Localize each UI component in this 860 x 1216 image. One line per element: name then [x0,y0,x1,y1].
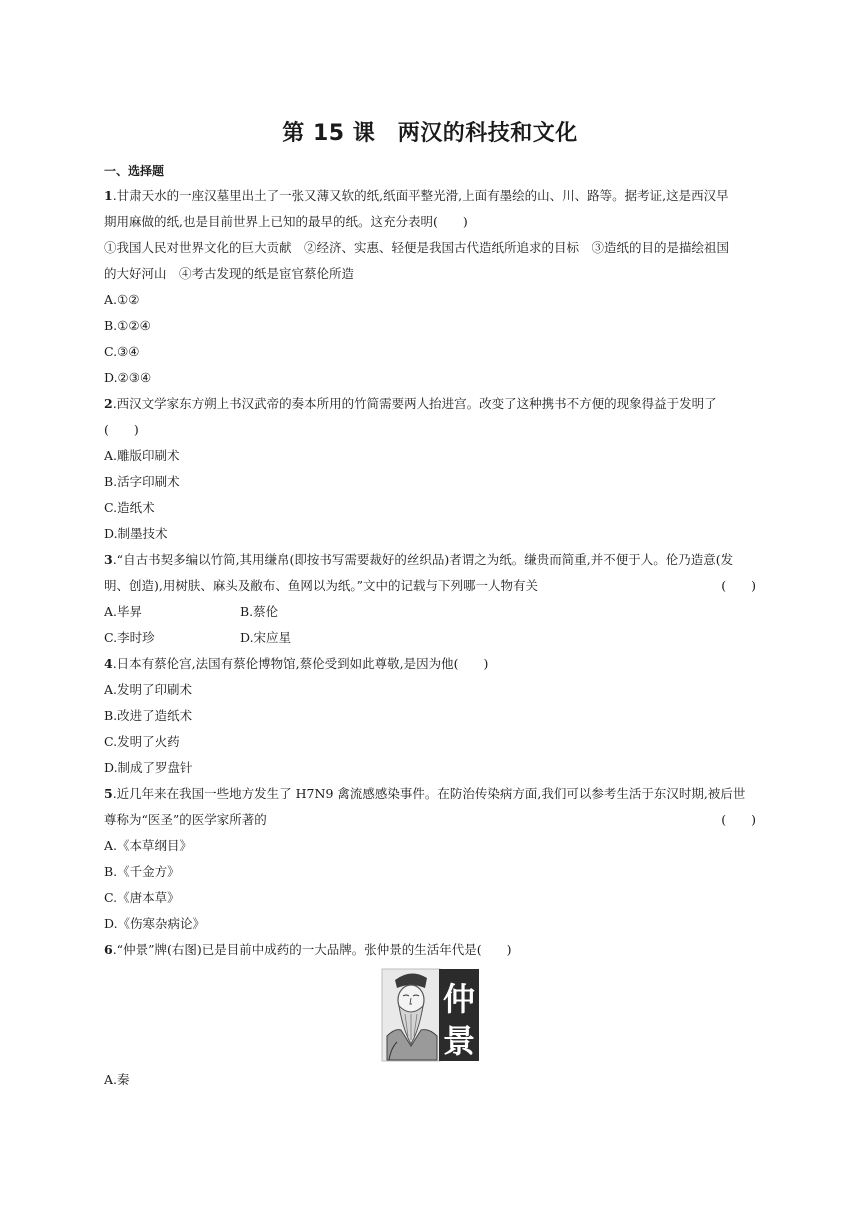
question-1-line-2: 期用麻做的纸,也是目前世界上已知的最早的纸。这充分表明( ) [104,214,468,229]
question-6-line-1: 6.“仲景”牌(右图)已是目前中成药的一大品牌。张仲景的生活年代是( ) [104,942,512,957]
question-number: 1 [104,188,113,203]
question-3-line-1: 3.“自古书契多编以竹简,其用缣帛(即按书写需要裁好的丝织品)者谓之为纸。缣贵而简重,并不便于人。伦乃造意(发 [104,552,734,567]
question-1-line-1: 1.甘肃天水的一座汉墓里出土了一张又薄又软的纸,纸面平整光滑,上面有墨绘的山、川、路等。据考证,这是西汉早 [104,188,729,203]
question-number: 4 [104,656,113,671]
question-2-option-a: A.雕版印刷术 [104,448,180,463]
question-1-statements-1: ①我国人民对世界文化的巨大贡献 ②经济、实惠、轻便是我国古代造纸所追求的目标 ③造纸的目的是描绘祖国 [104,240,730,255]
question-5-bracket: ( ) [721,812,756,827]
question-3-option-b: B.蔡伦 [240,604,279,619]
question-number: 5 [104,786,113,801]
question-4-option-a: A.发明了印刷术 [104,682,193,697]
question-1-option-c: C.③④ [104,344,140,359]
logo-char-zhong: 仲 [442,980,476,1018]
question-3-option-d: D.宋应星 [240,630,292,645]
question-2-bracket: ( ) [104,422,139,437]
question-5-option-b: B.《千金方》 [104,864,180,879]
zhongjing-brand-logo [381,966,481,1064]
question-1-option-a: A.①② [104,292,140,307]
question-2-option-c: C.造纸术 [104,500,155,515]
question-4-option-c: C.发明了火药 [104,734,180,749]
question-4-option-b: B.改进了造纸术 [104,708,193,723]
question-5-line-1: 5.近几年来在我国一些地方发生了 H7N9 禽流感感染事件。在防治传染病方面,我们可以参考生活于东汉时期,被后世 [104,786,746,801]
question-5-option-d: D.《伤寒杂病论》 [104,916,206,931]
question-1-statements-2: 的大好河山 ④考古发现的纸是宦官蔡伦所造 [104,266,355,281]
question-3-option-c: C.李时珍 [104,630,155,645]
question-3-bracket: ( ) [721,578,756,593]
question-4-option-d: D.制成了罗盘针 [104,760,193,775]
section-heading: 一、选择题 [104,164,165,178]
logo-char-jing: 景 [442,1022,476,1060]
question-2-option-d: D.制墨技术 [104,526,168,541]
question-3-line-2: 明、创造),用树肤、麻头及敝布、鱼网以为纸。”文中的记载与下列哪一人物有关 [104,578,538,593]
question-number: 6 [104,942,113,957]
question-3-option-a: A.毕昇 [104,604,143,619]
page-title: 第 15 课 两汉的科技和文化 [282,121,578,146]
question-2-line-1: 2.西汉文学家东方朔上书汉武帝的奏本所用的竹简需要两人抬进宫。改变了这种携书不方便的现象得益于发明了 [104,396,717,411]
question-4-line-1: 4.日本有蔡伦宫,法国有蔡伦博物馆,蔡伦受到如此尊敬,是因为他( ) [104,656,489,671]
question-number: 3 [104,552,113,567]
question-5-option-a: A.《本草纲目》 [104,838,193,853]
zhongjing-portrait-image [381,966,481,1064]
question-number: 2 [104,396,113,411]
question-5-option-c: C.《唐本草》 [104,890,180,905]
question-1-option-d: D.②③④ [104,370,152,385]
question-2-option-b: B.活字印刷术 [104,474,180,489]
question-6-option-a: A.秦 [104,1072,130,1087]
question-5-line-2: 尊称为“医圣”的医学家所著的 [104,812,267,827]
question-1-option-b: B.①②④ [104,318,151,333]
